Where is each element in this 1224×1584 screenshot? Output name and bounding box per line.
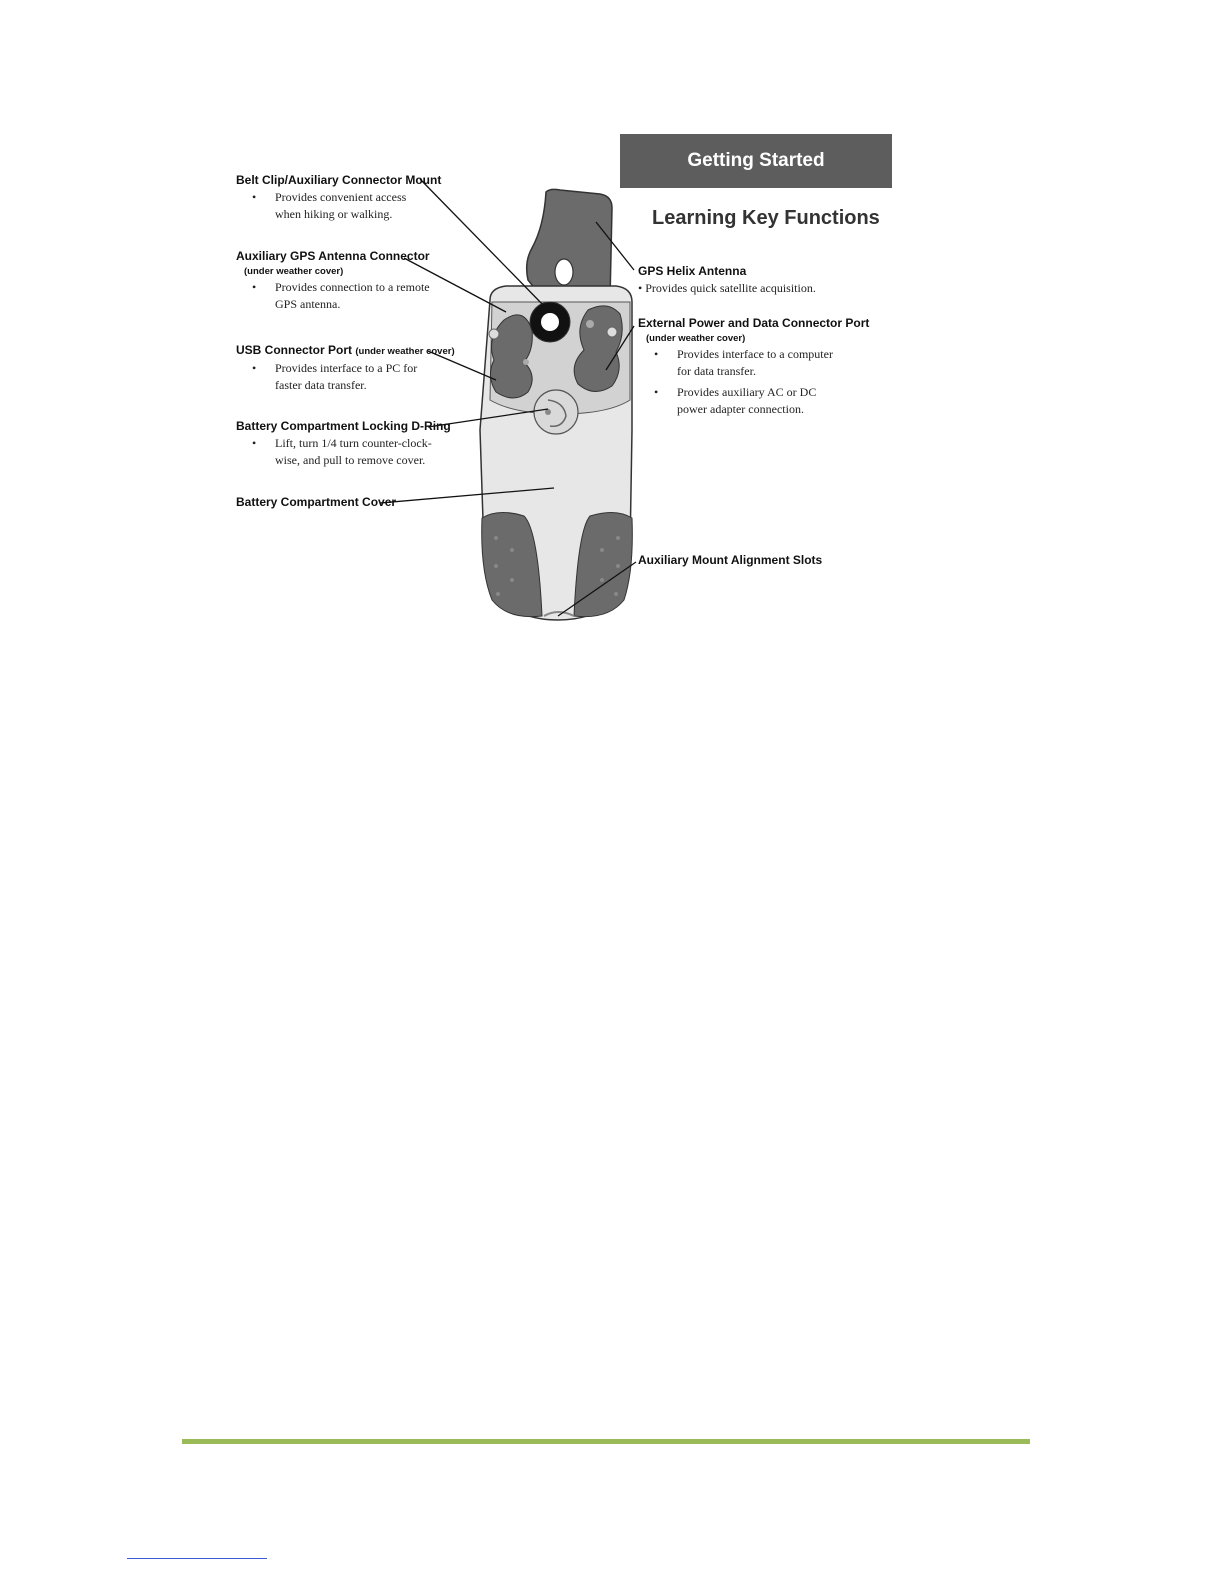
- callout-alignment-slots: [638, 552, 822, 569]
- callout-title-small: (under weather cover): [355, 346, 455, 357]
- d-ring: [534, 390, 578, 434]
- callout-aux-antenna: [236, 248, 430, 313]
- callout-d-ring: [236, 418, 451, 469]
- callout-usb-port: [236, 342, 455, 394]
- callout-bullet-cont: GPS antenna.: [275, 297, 341, 311]
- callout-bullet: • Provides auxiliary AC or DC: [638, 384, 869, 401]
- callout-bullet-cont: faster data transfer.: [275, 378, 367, 392]
- callout-title: Auxiliary GPS Antenna Connector: [236, 249, 430, 263]
- section-tab: Getting Started: [620, 134, 892, 188]
- callout-title: [236, 342, 455, 360]
- callout-belt-clip: [236, 172, 441, 223]
- callout-bullet: • Provides interface to a PC for: [236, 360, 455, 377]
- page-title: Learning Key Functions: [652, 207, 880, 229]
- callout-bullet-cont: for data transfer.: [677, 364, 756, 378]
- antenna-hole: [555, 259, 573, 285]
- callout-bullet-cont: power adapter connection.: [677, 402, 804, 416]
- callout-title: Belt Clip/Auxiliary Connector Mount: [236, 173, 442, 187]
- helix-antenna: [527, 189, 612, 300]
- callout-bullet: • Provides quick satellite acquisition.: [638, 281, 816, 295]
- device-back-figure: [228, 130, 898, 630]
- footer-rule: [182, 1439, 1030, 1444]
- callout-note: (under weather cover): [646, 333, 746, 344]
- callout-battery-cover: [236, 494, 396, 511]
- callout-note: (under weather cover): [244, 266, 344, 277]
- callout-title: External Power and Data Connector Port: [638, 316, 870, 330]
- callout-title: GPS Helix Antenna: [638, 264, 747, 278]
- callout-title: Battery Compartment Locking D-Ring: [236, 419, 451, 433]
- callout-external-power: [638, 315, 869, 418]
- callout-bullet-cont: wise, and pull to remove cover.: [275, 453, 426, 467]
- callout-title-text: USB Connector Port: [236, 343, 353, 357]
- callout-title: Battery Compartment Cover: [236, 495, 397, 509]
- callout-bullet: • Provides interface to a computer: [638, 346, 869, 363]
- callout-title: Auxiliary Mount Alignment Slots: [638, 553, 823, 567]
- footer-link-underline: [127, 1558, 267, 1559]
- callout-bullet: • Provides connection to a remote: [236, 279, 430, 296]
- callout-bullet: • Lift, turn 1/4 turn counter-clock-: [236, 435, 451, 452]
- callout-bullet-cont: when hiking or walking.: [275, 207, 393, 221]
- callout-bullet: • Provides convenient access: [236, 189, 441, 206]
- callout-helix-antenna: [638, 263, 816, 297]
